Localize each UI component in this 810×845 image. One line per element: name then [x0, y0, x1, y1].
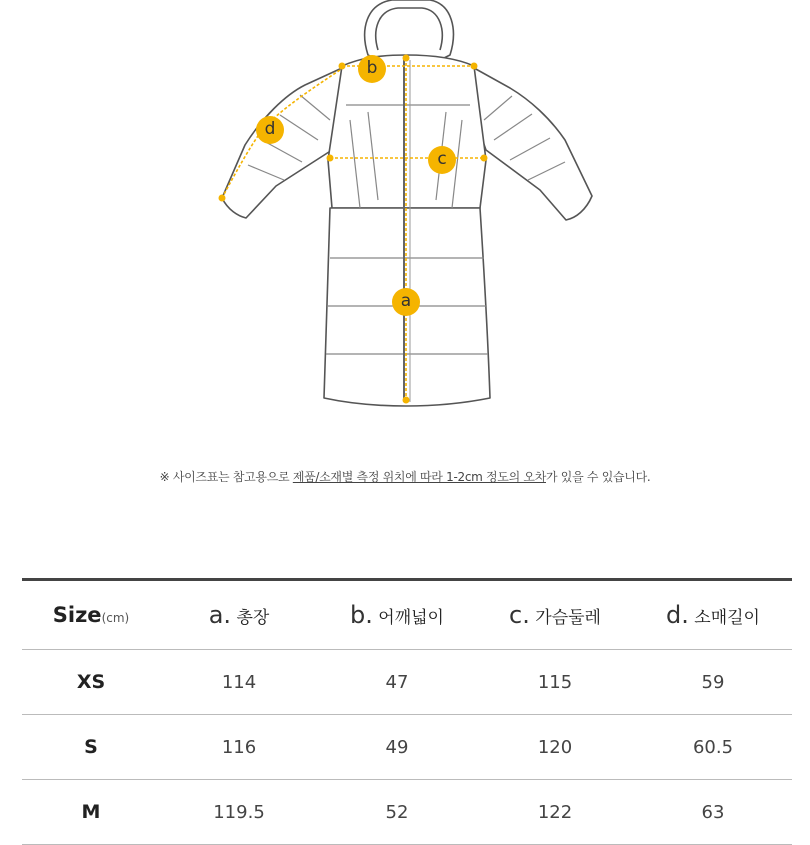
row-size: M	[22, 780, 160, 845]
note-underlined-text: 제품/소재별 측정 위치에 따라 1-2cm 정도의 오차	[292, 470, 546, 484]
header-size	[22, 580, 160, 650]
cell-sleeve-length: 60.5	[634, 715, 792, 780]
marker-c: c	[428, 146, 456, 174]
size-chart-note	[0, 468, 810, 485]
table-row	[22, 650, 792, 715]
cell-total-length: 114	[160, 650, 318, 715]
header-shoulder-width	[318, 580, 476, 650]
cell-sleeve-length: 63	[634, 780, 792, 845]
header-label: 총장	[236, 608, 270, 628]
cell-shoulder-width: 49	[318, 715, 476, 780]
header-letter: d.	[666, 601, 689, 629]
header-letter: c.	[509, 601, 530, 629]
marker-a: a	[392, 288, 420, 316]
header-label: 소매길이	[694, 608, 760, 628]
header-size-unit: (cm)	[101, 611, 130, 625]
cell-shoulder-width: 52	[318, 780, 476, 845]
cell-sleeve-length: 59	[634, 650, 792, 715]
row-size: S	[22, 715, 160, 780]
header-chest	[476, 580, 634, 650]
header-sleeve-length	[634, 580, 792, 650]
marker-b: b	[358, 55, 386, 83]
table-row	[22, 715, 792, 780]
cell-total-length: 119.5	[160, 780, 318, 845]
size-table	[22, 578, 792, 845]
table-row	[22, 780, 792, 845]
cell-chest: 115	[476, 650, 634, 715]
cell-chest: 122	[476, 780, 634, 845]
cell-shoulder-width: 47	[318, 650, 476, 715]
header-letter: b.	[350, 601, 373, 629]
marker-d: d	[256, 116, 284, 144]
header-total-length	[160, 580, 318, 650]
cell-total-length: 116	[160, 715, 318, 780]
header-label: 가슴둘레	[535, 608, 601, 628]
row-size: XS	[22, 650, 160, 715]
cell-chest: 120	[476, 715, 634, 780]
header-label: 어깨넓이	[378, 608, 444, 628]
header-size-label: Size	[52, 603, 102, 627]
table-header-row	[22, 580, 792, 650]
note-suffix: 가 있을 수 있습니다.	[546, 470, 651, 484]
header-letter: a.	[208, 601, 232, 629]
note-prefix: ※ 사이즈표는 참고용으로	[159, 470, 293, 484]
